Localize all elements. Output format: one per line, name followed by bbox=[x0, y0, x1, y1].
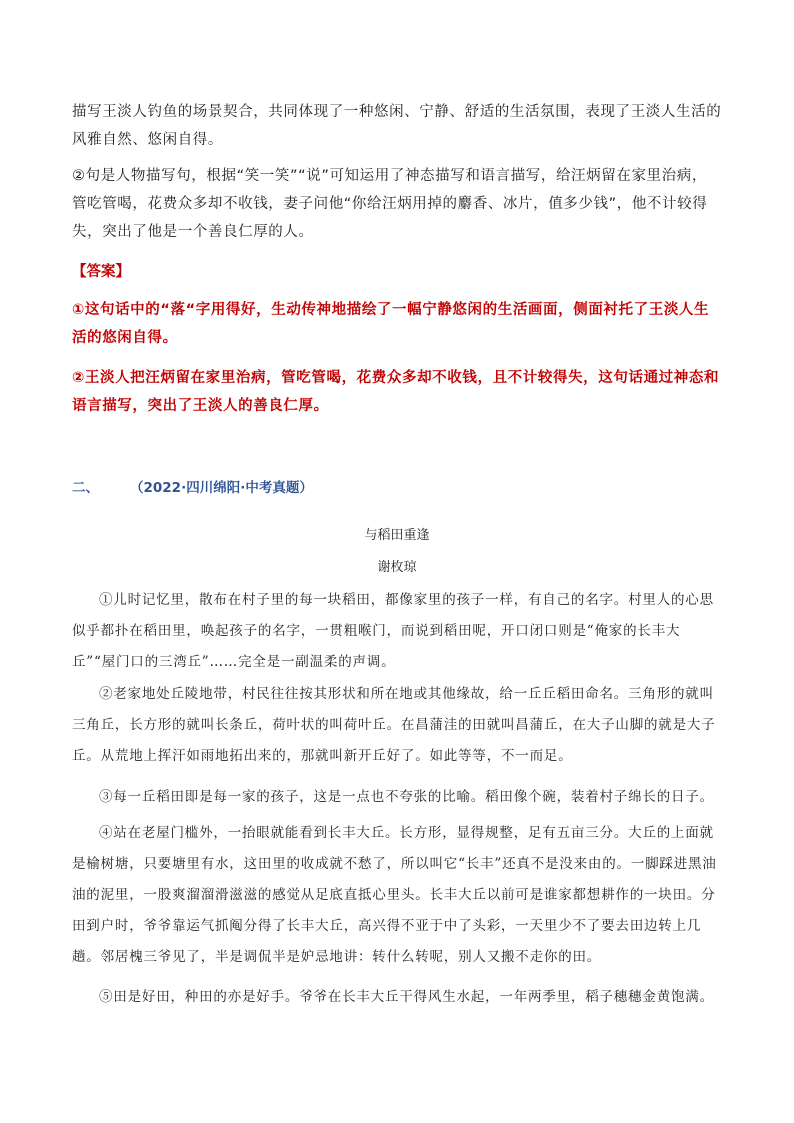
analysis-text-2: ②句是人物描写句，根据“笑一笑”“说”可知运用了神态描写和语言描写，给汪炳留在家里治病，管吃管喝，花费众多却不收钱，妻子问他“你给汪炳用掉的麝香、冰片，值多少钱”，他不计较得失，突出了他是一个善良仁厚的人。 bbox=[72, 168, 708, 240]
section-heading bbox=[72, 476, 313, 496]
analysis-text-1: 描写王淡人钓鱼的场景契合，共同体现了一种悠闲、宁静、舒适的生活氛围，表现了王淡人生活的风雅自然、悠闲自得。 bbox=[72, 104, 722, 148]
article-paragraph-4: ④站在老屋门槛外，一抬眼就能看到长丰大丘。长方形，显得规整，足有五亩三分。大丘的上面就是榆树塘，只要塘里有水，这田里的收成就不愁了，所以叫它“长丰”还真不是没来由的。一脚踩进黑油油的泥里，一股爽溜溜滑滋滋的感觉从足底直抵心里头。长丰大丘以前可是谁家都想耕作的一块田。分田到户时，爷爷靠运气抓阄分得了长丰大丘，高兴得不亚于中了头彩，一天里少不了要去田边转上几趟。邻居槐三爷见了，半是调侃半是妒忌地讲：转什么转呢，别人又搬不走你的田。 bbox=[72, 825, 717, 965]
article-title: 与稻田重逢 bbox=[364, 528, 430, 543]
article-paragraph-2: ②老家地处丘陵地带，村民往往按其形状和所在地或其他缘故，给一丘丘稻田命名。三角形的就叫三角丘，长方形的就叫长条丘，荷叶状的叫荷叶丘。在昌蒲洼的田就叫昌蒲丘，在大子山脚的就是大子丘。从荒地上挥汗如雨地拓出来的，那就叫新开丘好了。如此等等，不一而足。 bbox=[72, 686, 716, 764]
article-paragraph-3: ③每一丘稻田即是每一家的孩子，这是一点也不夸张的比喻。稻田像个碗，装着村子绵长的日子。 bbox=[99, 789, 714, 805]
answer-tag: 【答案】 bbox=[72, 264, 130, 280]
section-number: 二、 bbox=[72, 480, 99, 496]
analysis-paragraph-2 bbox=[72, 162, 722, 246]
answer-2 bbox=[72, 364, 722, 420]
answer-text-1: ①这句话中的“落“字用得好，生动传神地描绘了一幅宁静悠闲的生活画面，侧面衬托了王淡人生活的悠闲自得。 bbox=[72, 302, 710, 346]
article-author: 谢枚琼 bbox=[377, 560, 417, 575]
answer-1 bbox=[72, 296, 722, 352]
article-paragraph-5: ⑤田是好田，种田的亦是好手。爷爷在长丰大丘干得风生水起，一年两季里，稻子穗穗金黄饱满。 bbox=[99, 989, 714, 1005]
article-paragraph-1: ①儿时记忆里，散布在村子里的每一块稻田，都像家里的孩子一样，有自己的名字。村里人的心思似乎都扑在稻田里，唤起孩子的名字，一贯粗喉门，而说到稻田呢，开口闭口则是“俺家的长丰大丘”“屋门口的三湾丘”……完全是一副温柔的声调。 bbox=[72, 592, 714, 670]
answer-label bbox=[72, 260, 722, 281]
analysis-paragraph-1 bbox=[72, 98, 722, 154]
answer-text-2: ②王淡人把汪炳留在家里治病，管吃管喝，花费众多却不收钱，且不计较得失，这句话通过神态和语言描写，突出了王淡人的善良仁厚。 bbox=[72, 370, 720, 414]
section-source: （2022·四川绵阳·中考真题） bbox=[130, 480, 313, 496]
